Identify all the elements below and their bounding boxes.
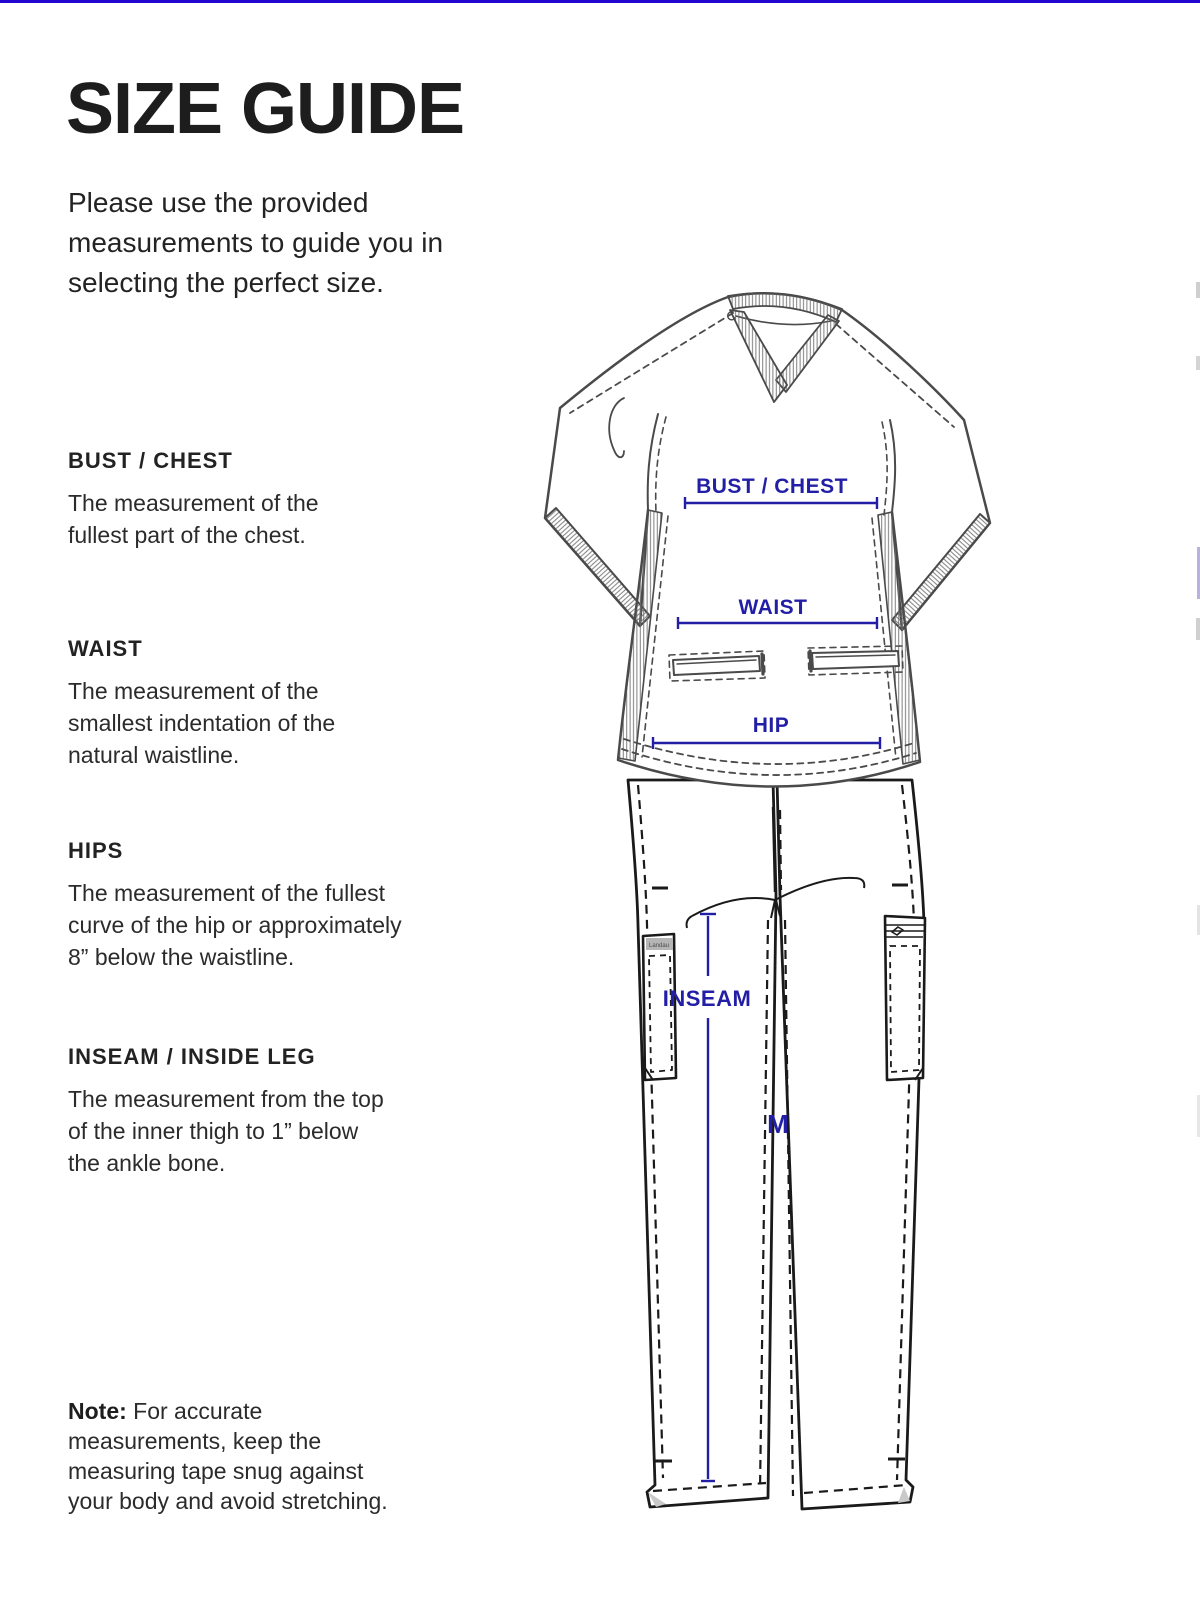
definition-term: INSEAM / INSIDE LEG [68, 1044, 316, 1069]
inseam-label: INSEAM [662, 986, 752, 1011]
definition-line: The measurement of the [68, 490, 319, 516]
intro-line: selecting the perfect size. [68, 267, 384, 298]
definition-bust-chest [68, 448, 319, 551]
definition-term: BUST / CHEST [68, 448, 233, 473]
definition-waist [68, 636, 335, 771]
definition-description [68, 675, 335, 771]
size-mark: M [767, 1109, 789, 1139]
scrub-pants-drawing [628, 780, 925, 1509]
note-line: your body and avoid stretching. [68, 1488, 388, 1514]
definition-line: the ankle bone. [68, 1150, 226, 1176]
brand-tag-text: Landau [648, 943, 670, 949]
definition-line: curve of the hip or approximately [68, 912, 402, 938]
definition-term: HIPS [68, 838, 124, 863]
definition-line: smallest indentation of the [68, 710, 336, 736]
hip-label: HIP [752, 714, 790, 737]
top-accent-border [0, 0, 1200, 3]
definition-line: The measurement from the top [68, 1086, 384, 1112]
garment-diagram [540, 280, 1010, 1540]
definition-term: WAIST [68, 636, 143, 661]
definition-line: The measurement of the fullest [68, 880, 386, 906]
definition-line: The measurement of the [68, 678, 319, 704]
measurement-note [68, 1396, 388, 1516]
definition-description [68, 1083, 384, 1179]
definition-inseam [68, 1044, 384, 1179]
note-line: measuring tape snug against [68, 1458, 364, 1484]
edge-artifact [1196, 618, 1200, 640]
definition-line: of the inner thigh to 1” below [68, 1118, 359, 1144]
intro-text [68, 183, 443, 303]
bust-chest-label: BUST / CHEST [696, 475, 848, 498]
definition-description [68, 487, 319, 551]
intro-line: Please use the provided [68, 187, 369, 218]
definition-line: natural waistline. [68, 742, 240, 768]
note-label: Note: [68, 1398, 127, 1424]
note-line: measurements, keep the [68, 1428, 322, 1454]
note-line: Note: For accurate [68, 1398, 263, 1424]
scrub-top-drawing [545, 293, 990, 787]
cargo-pocket-right [885, 916, 925, 1080]
definition-description [68, 877, 402, 973]
page-title: SIZE GUIDE [66, 69, 465, 149]
intro-line: measurements to guide you in [68, 227, 444, 258]
edge-artifact [1196, 356, 1200, 370]
waist-label: WAIST [738, 596, 808, 619]
definition-line: fullest part of the chest. [68, 522, 306, 548]
edge-artifact [1196, 282, 1200, 298]
definition-line: 8” below the waistline. [68, 944, 295, 970]
definition-hips [68, 838, 402, 973]
